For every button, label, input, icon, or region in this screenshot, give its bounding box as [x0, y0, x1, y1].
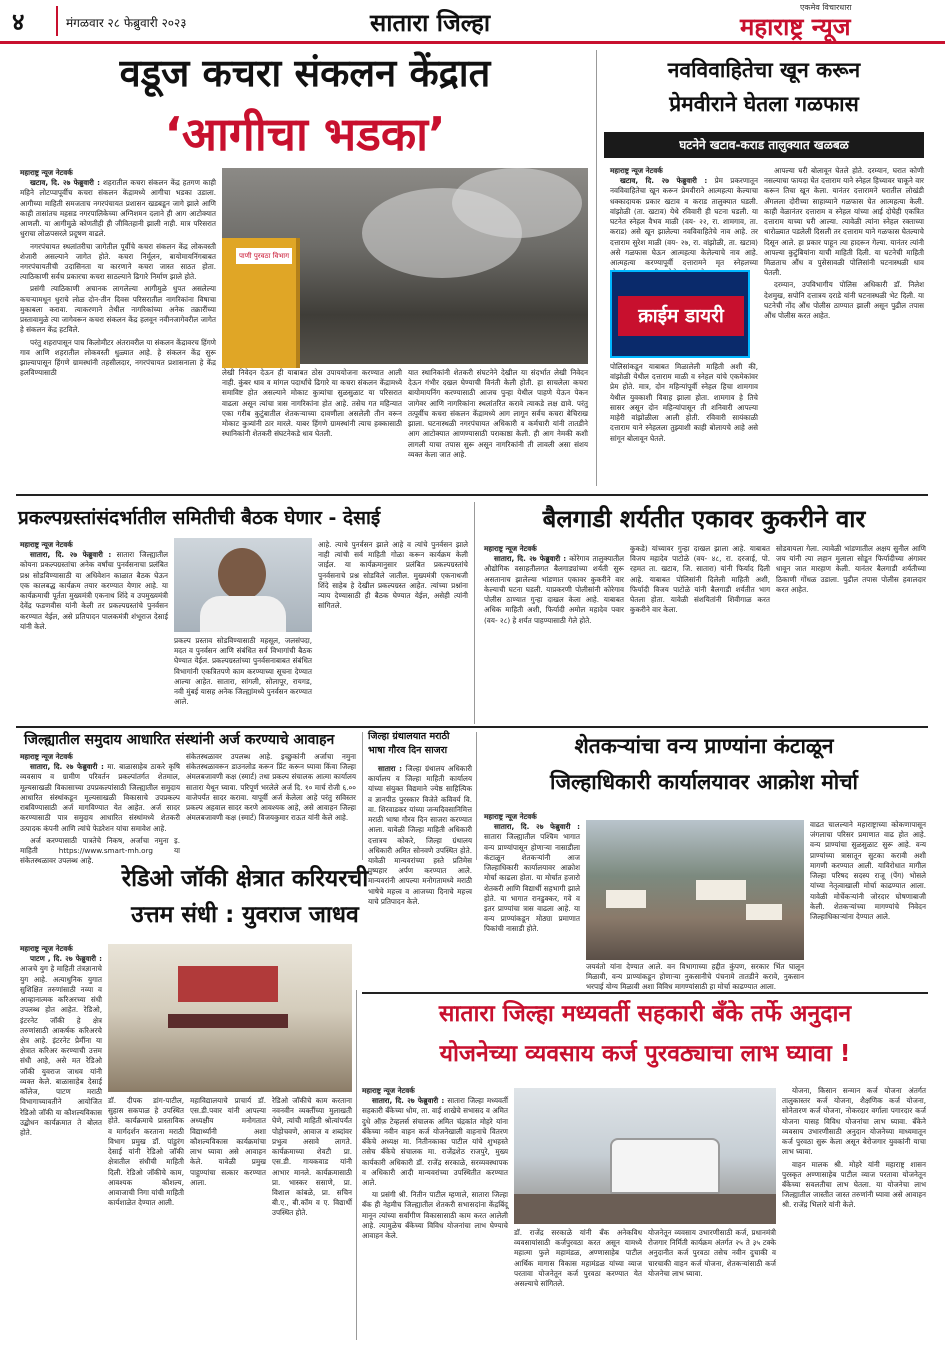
story6-dateline: सातारा :: [378, 764, 403, 773]
morcha-photo: [586, 820, 804, 960]
story8-col1: [20, 944, 102, 1338]
story9-col1: [362, 1086, 508, 1338]
story9-col3: वाहन मालक श्री. मोहरे यांनी महाराष्ट्र शासन पुरस्कृत अण्णासाहेब पाटील व्याज परतावा योजनेतून बँकेच्या सवलतीचा लाभ घेतला. या योजनेचा लाभ जिल्ह्यातील जास्तीत जास्त तरुणांनी घ्यावा असे आवाहन श्री. राजेंद्र भिलारे यांनी केले.: [782, 1159, 926, 1210]
minister-photo: [174, 538, 312, 632]
story9-title-line1: सातारा जिल्हा मध्यवर्ती सहकारी बँके तर्फे अनुदान: [438, 1001, 852, 1027]
story7-caption: जयवंतो यांना देण्यात आले. वन विभागाच्या हद्दीत कुंपण, सरकार भिंत घालून मिळावी, वन्य प्राण्यांकडून होणाऱ्या नुकसानीचे पंचनामे तातडीने करावे, नुकसान भरपाई योग्य मिळावी अशा विविध मागण्यांसाठी हा मोर्चा काढण्यात आला.: [586, 962, 804, 992]
column-divider: [596, 50, 597, 486]
story1-lead: शहरातील कचरा संकलन केंद्र हतगण काही महिने लोटप्पापूर्वीच कचरा संकलन केंद्रामध्ये आगीचा भडका उडाला. आगीच्या माहिती समजताच नगरपंचायत प्रशासन खडबडून जागे झाले आणि काही तासांतच महसड नगरपालिकेच्या अग्निशमन दलाने ही आग आटोक्यात आणली. या आगीमुळे कोणतीही ही जीवितहानी झाली नाही. मात्र परिसरात धुराचा लोळपसरले प्रदूषण वाढले.: [20, 178, 216, 239]
story1-col3: यात स्थानिकांनी शेतकरी संघटनेने देखील या संदर्भात लेखी निवेदन देऊन गंभीर दखल घेण्याची विनंती केली होती. हा साचलेला कचरा बायोमायनिंग करण्यासाठी आजच पुन्हा येथील पाहणे येऊन पेकन जागेवर आणि नागरिकांना स्थलांतरित करावे त्याकडे लक्ष द्यावे. परंतु तत्पूर्वीच कचरा संकलन केंद्रामध्ये आग लागून सर्वच कचरा बेचिराख झाला. घटनास्थळी नगरपंचायत अधिकारी व कर्मचारी यांनी तातडीने आग आटोक्यात आणण्यासाठी पराकाष्ठा केली. ही आग नेमकी कशी लागली याचा तपास सुरू असून नागरिकांनी ती लावली असा संशय व्यक्त केला जात आहे.: [408, 368, 588, 459]
protest-banner: [746, 904, 782, 920]
story8-title-line2: उत्तम संधी : युवराज जाधव: [131, 902, 359, 928]
page-number: ४: [12, 8, 25, 36]
story7-col1: [484, 812, 580, 978]
event-banner: [178, 966, 278, 1002]
story8-col3: महाविद्यालयाचे प्राचार्य डॉ. एस.डी.पवार यांनी आपल्या अध्यक्षीय मनोगतात विद्यार्थ्यांनी अशा कौशल्यविकास कार्यक्रमांचा लाभ घ्यावा असे आवाहन केले. यावेळी प्रमुख पाहुण्यांचा सत्कार करण्यात आला.: [190, 1096, 266, 1187]
column-divider: [356, 990, 357, 1340]
story1-title-line2: ‘आगीचा भडका’: [164, 107, 446, 161]
protest-banner: [606, 890, 646, 908]
story3-col1: [20, 540, 168, 720]
masthead: [0, 0, 945, 44]
story9-col1-text: सातारा जिल्हा मध्यवर्ती सहकारी बँकेच्या धोम, ता. वाई शाखेचे सभासद व अमित दुधे ऑफ़ टेव्हलर्स संचालक अमित चंद्रकांत मोहरे यांना बँकेच्या नवीन वाहन कर्ज योजनेखाली वाहनाचे वितरण बँकेचे अध्यक्ष मा. नितीनकाका पाटील यांचे शुभहस्ते तसेच बँकेचे संचालक मा. राजेंद्रशेठ राजपुरे, मुख्य कार्यकारी अधिकारी डॉ. राजेंद्र सरकाळे, सरव्यवस्थापक व अधिकारी आदी मान्यवरांच्या उपस्थितीत करण्यात आले.: [362, 1096, 508, 1187]
story2-byline: महाराष्ट्र न्यूज नेटवर्क: [610, 166, 663, 175]
story7-title-line2: जिल्हाधिकारी कार्यालयावर आक्रोश मोर्चा: [550, 770, 858, 794]
story8-col4: रेडिओ जॉकीचे काम करताना नवनवीन व्यक्तींच्या मुलाखती घेणे, त्यांची माहिती श्रोत्यांपर्यंत पोहोचवणे, आवाज व शब्दांवर प्रभुत्व असावे लागते. कार्यक्रमाच्या शेवटी प्रा. एस.डी. गायकवाड यांनी आभार मानले. कार्यक्रमासाठी प्रा. भास्कर ससाणे, प्रा. विशाल कांबळे, प्रा. सचिन बी.ए., बी.कॉम व ए. विद्यार्थी उपस्थित होते.: [272, 1096, 352, 1218]
story1-para4: परंतु शहरापासून पाच किलोमीटर अंतरावरील या संकलन केंद्रावरच हिंगणे गाव आणि शहरातील लोकवस्ती धुळ्यात आहे. हे संकलन केंद्र सुरू झाल्यापासून हिंगणे ग्रामस्थांनी तहसीलदार, नगरपंचायत प्रशासनाला हे केंद्र हलविण्यासाठी: [20, 337, 216, 378]
truck-label: पाणी पुरवठा विभाग: [236, 248, 292, 264]
story4-col1-text: कोरेगाव तालुक्यातील औद्योगिक वसाहतीलगत बैलगाड्यांच्या शर्यती सुरू असतानाच झालेल्या भांडणात एकावर कुकरीने वार केल्याची घटना घडली. याप्रकरणी पोलीसांनी कोरेगाव पोलीस ठाण्यात गुन्हा दाखल केला आहे. याबाबत अधिक माहिती अशी, फिर्यादी अमोल महादेव पवार (वय- २८) हे शर्यत पाहण्यासाठी गेले होते.: [484, 554, 624, 625]
new-vehicle: [610, 1138, 720, 1194]
story4-byline: महाराष्ट्र न्यूज नेटवर्क: [484, 544, 537, 553]
story8-dateline: पाटण , दि. २७ फेब्रुवारी :: [30, 954, 102, 964]
district-name: सातारा जिल्हा: [370, 9, 491, 37]
story1-title-line1: वडूज कचरा संकलन केंद्रात: [119, 51, 491, 95]
story8-col1-text: आजचे युग हे माहिती तंत्रज्ञानाचे युग आहे. अत्याधुनिक युगात सुशिक्षित तरुणांसाठी नव्या व आव्हानात्मक करिअरच्या संधी उपलब्ध होत आहेत. रेडिओ, इंटरनेट जॉकी हे क्षेत्र तरुणांसाठी आकर्षक करिअरचे क्षेत्र आहे. इंटरनेट प्रेमींना या क्षेत्रात करिअर करण्याची उत्तम संधी आहे, असे मत रेडिओ जॉकी युवराज जाधव यांनी व्यक्त केले. बाळासाहेब देसाई कॉलेज, पाटण मराठी विभागाच्यावतीने आयोजित रेडिओ जॉकी या कौशल्यविकास उद्बोधन कार्यक्रमात ते बोलत होते.: [20, 964, 102, 1137]
story1-col1: [20, 168, 216, 484]
story5-title: जिल्ह्यातील समुदाय आधारित संस्थांनी अर्ज करण्याचे आवाहन: [24, 732, 335, 748]
story4-title: बैलगाडी शर्यतीत एकावर कुकरीने वार: [542, 505, 866, 533]
story2-col1a: [610, 166, 758, 268]
crime-diary-badge: [610, 270, 750, 358]
logo-tagline: एकमेव विचारधारा: [800, 3, 852, 12]
story2-col2: [764, 166, 924, 484]
story9-col2-wrap: [782, 1086, 926, 1338]
radio-jockey-event-photo: [108, 944, 352, 1092]
masthead-divider: [56, 6, 58, 36]
story8-col2: डॉ. दीपक डांग-पाटील, सुहास सकपाळ हे उपस्थित होते. कार्यक्रमाचे प्रास्ताविक व मार्गदर्शन करताना मराठी विभाग प्रमुख डॉ. पांडुरंग देसाई यांनी रेडिओ जॉकी क्षेत्रातील संधीची माहिती दिली. रेडिओ जॉकीचे काम, आवश्यक कौशल्य, आवाजाची निगा यांची माहिती कार्यशाळेत देण्यात आली.: [108, 1096, 184, 1208]
story5-col2: संकेतस्थळावर उपलब्ध आहे. इच्छुकांनी अर्जाचा नमुना संकेतस्थळावरून डाउनलोड करून प्रिंट करून घ्यावा किंवा जिल्हा अंमलबजावणी कक्ष (स्मार्ट) तथा प्रकल्प संचालक आत्मा कार्यालय सातारा येथून घ्यावा. परिपूर्ण भरलेले अर्ज दि. १० मार्च रोजी ६.०० वाजेपर्यंत सादर करावा. यापूर्वी अर्ज केलेला आहे परंतु सविस्तर प्रकल्प अहवाल सादर करणे आवश्यक आहे, असे आवाहन जिल्हा अंमलबजावणी कक्ष (स्मार्ट) विजयकुमार राऊत यांनी केले आहे.: [186, 752, 356, 823]
column-divider: [362, 732, 363, 860]
story7-col2: वाढत चालल्याने महाराष्ट्राच्या कोकणापासून जंगलाचा परिसर प्रमाणात वाढ होत आहे. वन्य प्राण्यांचा सुळसुळाट सुरू आहे. वन्य प्राण्यांच्या त्रासातून सुटका करावी अशी मागणी करण्यात आली. याविरोधात मागील जिल्हा परिषद सदस्य राजू (पेंग) भोसले यांच्या नेतृत्वाखाली मोर्चा काढण्यात आला. यावेळी मोर्चेकऱ्यांनी जोरदार घोषणाबाजी केली. शेतकऱ्यांच्या मागण्यांचे निवेदन जिल्हाधिकाऱ्यांना देण्यात आले.: [810, 820, 926, 921]
story3-col2: प्रकल्प प्रस्ताव सोडविण्यासाठी महसूल, जलसंपदा, मदत व पुनर्वसन आणि संबंधित सर्व विभागांची बैठक घेण्यात येईल. प्रकल्पग्रस्तांच्या पुनर्वसनाबाबत संबंधित विभागांनी एकत्रितपणे काम करण्याच्या सूचना देण्यात आल्या आहेत. सातारा, सांगली, सोलापूर, रायगड, नवी मुंबई यासह अनेक जिल्ह्यांमध्ये पुनर्वसन करण्यात आले.: [174, 636, 312, 707]
story3-col3: आहे. त्याचे पुनर्वसन झाले आहे व त्यांचे पुनर्वसन झाले नाही त्यांची सर्व माहिती गोळा करून कार्यक्रम केली जाईल. या कार्यक्रमानुसार प्रलंबित प्रकल्पग्रस्तांचे पुनर्वसनाचे प्रश्न सोडविले जातील. मुख्यमंत्री एकनाथजी शिंदे साहेब हे देखील प्रकल्पग्रस्त आहेत. त्यांच्या प्रश्नांना न्याय देण्यासाठी ही बैठक घेण्यात येईल, असेही त्यांनी सांगितले.: [318, 540, 468, 611]
story6-title-line1: जिल्हा ग्रंथालयात मराठी: [368, 731, 450, 742]
story5-col1b-text: अर्ज करण्यासाठी पात्रतेचे निकष, अर्जाचा नमुना इ. माहिती https://www.smart-mh.org या संकेतस्थळावर उपलब्ध आहे.: [20, 835, 180, 866]
story9-caption: डॉ. राजेंद्र सरकाळे यांनी बँक अनेकविध व्यवसायांसाठी कर्जपुरवठा करत असून यामध्ये महात्मा फुले महामंडळ, अण्णासाहेब पाटील आर्थिक मागास विकास महामंडळ यांच्या व्याज परतावा योजनेतून कर्ज पुरवठा करण्यात येत असल्याचे सांगितले.: [514, 1228, 642, 1289]
story6-text: [368, 764, 472, 906]
newspaper-logo: महाराष्ट्र न्यूज: [740, 12, 851, 41]
story2-title-line2: प्रेमवीराने घेतला गळफास: [669, 92, 859, 116]
story6-title-line2: भाषा गौरव दिन साजरा: [368, 745, 448, 756]
story2-col2b-text: दरम्यान, उपविभागीय पोलिस अधिकारी डॉ. निलेश देशमुख, सपोनि दत्तात्रय दराडे यांनी घटनास्थळी भेट दिली. या घटनेची नोंद औंध पोलीस ठाण्यात झाली असून पुढील तपास औंध पोलीस करत आहेत.: [764, 280, 924, 321]
fire-photo: [222, 168, 588, 364]
issue-date: मंगळवार २८ फेब्रुवारी २०२३: [66, 16, 187, 30]
protest-banner: [696, 880, 746, 900]
story1-col2: लेखी निवेदन देऊन ही याबाबत ठोस उपाययोजना करण्यात आली नाही. कुंबर थाव व मांगल पदार्थांचे ढिगारे या कचरा संकलन केंद्रामध्ये समाविष्ट होत असल्याने मोकाट कुत्र्यांचा सुळसुळाट या परिसरात वाढला असून त्यांचा त्रास नागरिकांना होत आहे. तसेच गत महिन्यात एका गरीब कुटुंबातील शेतकऱ्याच्या दावणीला असलेली तीन वरून मोकाट कुत्र्यांनी ठार मारले. याबर हिंगणे ग्रामस्थांनी त्याच हक्कासाठी स्थानिकांनी शेतकरी संघटनेकडे धाव घेतली.: [222, 368, 402, 439]
story9-col2: योजना, किसान सन्मान कर्ज योजना अंतर्गत तालुकास्तर कर्ज योजना, शैक्षणिक कर्ज योजना, सोनेतारण कर्ज योजना, नोकरदार वर्गाला पगारदार कर्ज योजना यासह विविध योजनांचा लाभ घ्यावा. बँकेने व्यवसाय उभारणीसाठी अनुदान योजनेच्या माध्यमातून कर्ज पुरवठा सुरू केला असून बेरोजगार युवकांनी याचा लाभ घ्यावा.: [782, 1086, 926, 1157]
column-divider: [476, 732, 477, 860]
smoke-cloud: [452, 168, 582, 238]
story4-col2: कुकडे) यांच्यावर गुन्हा दाखल झाला आहे. याबाबत विजय महादेव पाटोळे (वय- ४८, रा. दरजाई, पो. रहमत ता. खटाव, जि. सातारा) यांनी फिर्याद दिली आहे. याबाबत पोलिसांनी दिलेली माहिती अशी, फिर्यादी विजय पाटोळे यांनी बैलगाडी शर्यतीत भाग घेतला होता. यावेळी संशयितांनी शिवीगाळ करत कुकरीने वार केला.: [630, 544, 770, 615]
story1-byline: महाराष्ट्र न्यूज नेटवर्क: [20, 168, 73, 177]
story9-title-line2: योजनेच्या व्यवसाय कर्ज पुरवठ्याचा लाभ घ्यावा !: [439, 1041, 851, 1067]
vehicle-handover-photo: [514, 1088, 776, 1224]
story1-para3: प्रसंगी त्याठिकाणी अचानक लागलेल्या आगीमुळे धुपत असलेल्या कचऱ्यामधून धुराचे लोळ दोन-तीन दिवस परिसरातील नागरिकांना विषाचा मुकाबला करावा. त्याकरणाने तेथील नागरिकांच्या अनेक तक्रारींच्या प्रस्तावामुळे त्या जागेवरून कचरा संकलन केंद्र हलवून नवीनजागेवरील जागेत हे संकलन केंद्र हटविले.: [20, 284, 216, 335]
story9-caption2: योजनेतून व्यवसाय उभारणीसाठी कर्ज, प्रधानमंत्री रोजगार निर्मिती कार्यक्रम अंतर्गत २५ ते ३५ टक्के अनुदानीत कर्ज पुरवठा तसेच नवीन दुचाकी व चारचाकी वाहन कर्ज योजना, शेतकऱ्यांसाठी कर्ज योजनेचा लाभ घ्यावा.: [648, 1228, 776, 1278]
story2-title-line1: नवविवाहितेचा खून करून: [667, 58, 861, 82]
dais-table: [168, 1014, 288, 1028]
story4-col1: [484, 544, 624, 720]
story9-byline: महाराष्ट्र न्यूज नेटवर्क: [362, 1086, 415, 1095]
story3-title: प्रकल्पग्रस्तांसंदर्भातील समितीची बैठक घेणार - देसाई: [18, 507, 381, 529]
story9-dateline: सातारा, दि. २७ फेब्रुवारी :: [372, 1096, 445, 1106]
column-divider: [474, 502, 475, 724]
section-divider: [16, 494, 928, 496]
story2-col1: प्रेम प्रकरणातून नवविवाहितेचा खून करून प्रेमवीराने आत्महत्या केल्याचा धक्कादायक प्रकार खटाव व कराड तालुक्यात घडली. वांझोळी (ता. खटाव) येथे रविवारी ही घटना घडली. या घटनेत स्नेहल वैभव माळी (वय- २२, रा. शामगाव, ता. कराड) असे खून झालेल्या नवविवाहितेचे नाव आहे. तर दत्ताराम सुरेश माळी (वय- २७, रा. वांझोळी, ता. खटाव) असे गळफास घेऊन आत्महत्या केलेल्याचे नाव आहे. आत्महत्या करण्यापूर्वी दत्तारामने मृत स्नेहलच्या: [610, 176, 758, 267]
section-divider: [16, 726, 928, 728]
story3-dateline: सातारा, दि. २७ फेब्रुवारी :: [30, 550, 112, 560]
story5-dateline: सातारा, दि. २७ फेब्रुवारी :: [30, 762, 104, 772]
story2-subtitle: घटनेने खटाव-कराड तालुक्यात खळबळ: [604, 132, 924, 158]
story1-dateline: खटाव, दि. २७ फेब्रुवारी :: [30, 178, 100, 188]
story8-title-line1: रेडिओ जॉकी क्षेत्रात करियरची: [121, 866, 369, 892]
story6-body: जिल्हा ग्रंथालय अधिकारी कार्यालय व जिल्हा माहिती कार्यालय यांच्या संयुक्त विद्यमाने ज्येष्ठ साहित्यिक व ज्ञानपीठ पुरस्कार विजेते कविवर्य वि. वा. शिरवाडकर यांच्या जन्मदिवसानिमित्त मराठी भाषा गौरव दिन साजरा करण्यात आला. यावेळी जिल्हा माहिती अधिकारी दत्तात्रय कोकरे, जिल्हा ग्रंथालय अधिकारी अमित सोनवणे उपस्थित होते. यावेळी मान्यवरांच्या हस्ते प्रतिमेस पुष्पहार अर्पण करण्यात आले. मान्यवरांनी आपल्या मनोगतामध्ये मराठी भाषेचे महत्त्व व आजच्या दिनाचे महत्त्व याचे प्रतिपादन केले.: [368, 764, 472, 906]
story4-col3: सोडवायला गेला. त्यावेळी भांडणातील अक्षय सुनील आणि जय यांनी त्या लहान मुलाला सोडून फिर्यादीच्या अंगावर धावून जात मारहाण केली. यानंतर बैलगाडी शर्यतीच्या ठिकाणी गोंधळ उडाला. पुढील तपास पोलीस हवालदार करत आहेत.: [776, 544, 926, 594]
story7-byline: महाराष्ट्र न्यूज नेटवर्क: [484, 812, 537, 821]
story9-col1b-text: या प्रसंगी श्री. नितीन पाटील म्हणाले, सातारा जिल्हा बँक ही नेहमीच जिल्ह्यातील शेतकरी सभासदांना केंद्रबिंदू मानून त्यांच्या सर्वांगीण विकासासाठी काम करत आलेली आहे. त्यामुळेच बँकेच्या विविध योजनांचा लाभ घेण्याचे आवाहन केले.: [362, 1190, 508, 1241]
story5-byline: महाराष्ट्र न्यूज नेटवर्क: [20, 752, 73, 761]
crime-diary-label: क्राईम डायरी: [618, 296, 744, 336]
story7-col1-text: सातारा जिल्ह्यातील पश्चिम भागात वन्य प्राण्यांपासून होणाऱ्या नासाडीला कंटाळून शेतकऱ्यांनी आज जिल्हाधिकारी कार्यालयावर आक्रोश मोर्चा काढला होता. या मोर्चात हजारो शेतकरी आणि विद्यार्थी सहभागी झाले होते. या भागात रानडुक्कर, गवे व इतर प्राण्यांचा त्रास वाढला आहे. या वन्य प्राण्यांकडून मोठ्या प्रमाणात पिकांची नासाडी होते.: [484, 832, 580, 934]
story7-title-line1: शेतकऱ्यांचा वन्य प्राण्यांना कंटाळून: [574, 734, 834, 758]
story2-col1b: पोलिसांकडून याबाबत मिळालेली माहिती अशी की, वांझोळी येथील दत्ताराम माळी व स्नेहल यांचे एकमेकांवर प्रेम होते. मात्र, दोन महिन्यांपूर्वी स्नेहल हिचा शामगाव येथील युवकाशी विवाह झाला होता. शामगाव हे तिचे सासर असून दोन महिन्यांपासून ती शनिवारी आपल्या माहेरी वांझोळीला आली होती. रविवारी सायंकाळी दत्ताराम याने स्नेहलला तुझ्याशी काही बोलायचे आहे असे सांगून बोलावून घेतले.: [610, 362, 758, 443]
story3-col1-text: सातारा जिल्ह्यातील कोयना प्रकल्पग्रस्तांचा अनेक वर्षांचा पुनर्वसनाचा प्रलंबित प्रश्न सोडविण्यासाठी या अधिवेशन काळात बैठक घेऊन एक कालबद्ध कार्यक्रम तयार करण्यात येणार आहे. या कार्यक्रमाची पूर्तता मुख्यमंत्री एकनाथ शिंदे व उपमुख्यमंत्री देवेंद्र फडणवीस यांनी केली तर प्रकल्पग्रस्तांचे पुनर्वसन करण्यात येईल, असे प्रतिपादन पालकमंत्री शंभूराज देसाई यांनी केले.: [20, 550, 168, 631]
person-head: [218, 548, 266, 600]
story7-dateline: सातारा, दि. २७ फेब्रुवारी :: [494, 822, 580, 832]
story1-para2: नगरपंचायत स्थलांतरीचा जागेतील पूर्वीचे कचरा संकलन केंद्र लोकवस्ती शेजारी असल्याने जागेत होते. कचरा निर्मूलन, बायोमायनिंगबाबत नगरपंचायतीची उदासिनता या कारणाने कचरा जास्त साठत होता. त्याठिकाणी सर्वच प्रकारचा कचरा साठल्याने ढिगारे निर्माण झाले होते.: [20, 241, 216, 282]
story3-byline: महाराष्ट्र न्यूज नेटवर्क: [20, 540, 73, 549]
person-shirt: [200, 596, 286, 632]
story5-col1: [20, 752, 180, 866]
story4-dateline: सातारा, दि. २७ फेब्रुवारी :: [494, 554, 567, 564]
story8-byline: महाराष्ट्र न्यूज नेटवर्क: [20, 944, 73, 953]
ground: [514, 1194, 776, 1224]
story5-col1-text: मा. बाळासाहेब ठाकरे कृषि व्यवसाय व ग्रामीण परिवर्तन प्रकल्पांतर्गत शेतमाल, मूल्यसाखळी विकासाच्या उपप्रकल्पांसाठी जिल्ह्यातील समुदाय आधारित संस्थांकडून मूल्यसाखळी विकासाचे उपप्रकल्प राबविण्यासाठी अर्ज मागविण्यात येत आहेत. अर्ज सादर करण्यासाठी पात्र समुदाय आधारित संस्थांमध्ये शेतकरी उत्पादक कंपनी आणि त्यांचे फेडरेशन यांचा समावेश आहे.: [20, 762, 180, 833]
story2-dateline: खटाव, दि. २७ फेब्रुवारी :: [620, 176, 708, 186]
section-divider: [362, 992, 928, 994]
story2-col2-text: आपल्या घरी बोलावून घेतले होते. दरम्यान, घरात कोणी नसल्याचा फायदा घेत दत्ताराम याने स्नेहल हिच्यावर चाकूने वार करून तिचा खून केला. यानंतर दत्तारामने घरातील लोखंडी अँगलला दोरीच्या साहाय्याने गळफास घेत आत्महत्या केली. काही वेळानंतर दत्ताराम व स्नेहल यांच्या आई दोघेही एकत्रित दत्ताराम याच्या घरी आल्या. त्यावेळी त्यांना स्नेहल रक्ताच्या थारोळ्यात पडलेली दिसली तर दत्ताराम याने गळफास घेतल्याचे दिसून आले. हा प्रकार पाहून त्या हादरून गेल्या. यानंतर त्यांनी आपल्या कुटुंबियांना याची माहिती दिली. या घटनेची माहिती मिळताच औंध व पुसेसावळी पोलिसांनी घटनास्थळी धाव घेतली.: [764, 166, 924, 278]
